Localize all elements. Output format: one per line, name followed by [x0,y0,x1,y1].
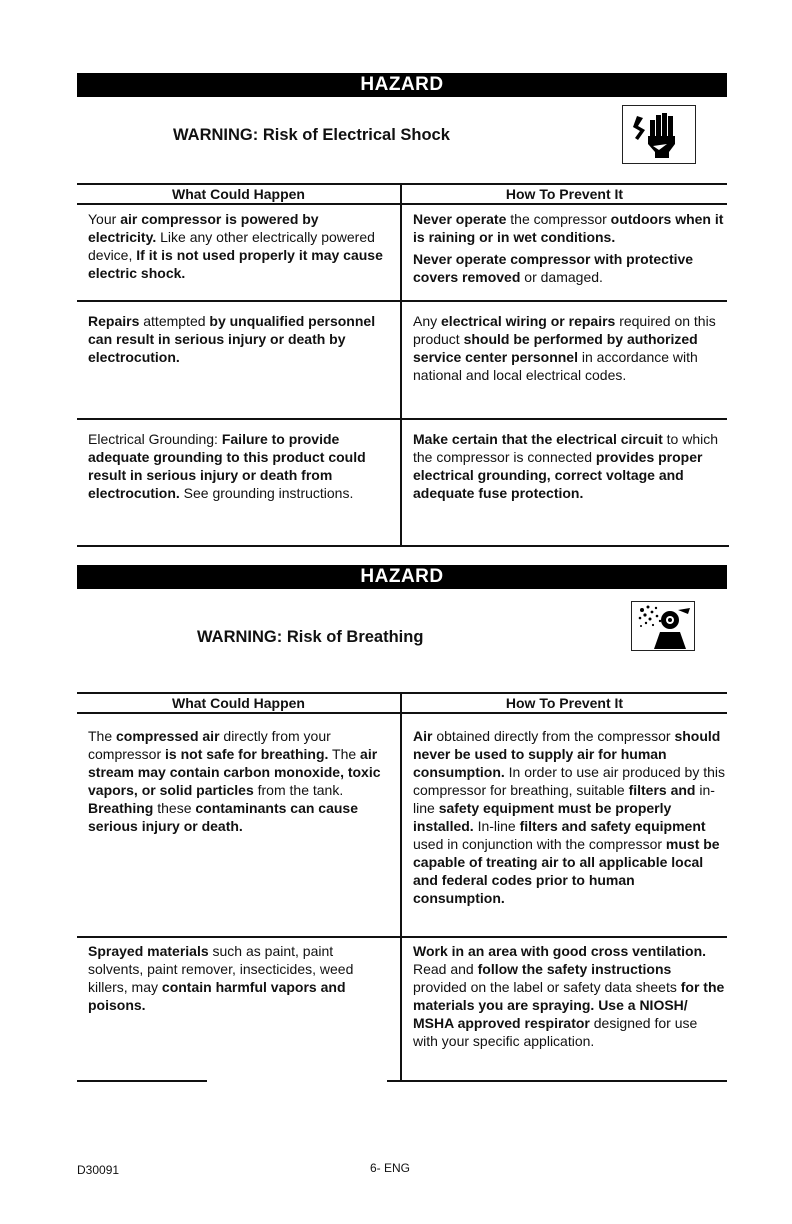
warning-title-electrical: WARNING: Risk of Electrical Shock [173,126,450,144]
text: to which the compressor is connected [413,431,719,465]
text: Your [88,211,121,227]
text: See grounding instructions. [179,485,354,501]
text: directly from your compressor [88,728,331,762]
paragraph [413,312,725,384]
column-divider [400,183,402,546]
bold-text: safety equipment must be properly installed. [413,800,672,834]
bold-text: compressed air [116,728,220,744]
bold-text: Air [413,728,433,744]
paragraph [413,250,725,286]
bold-text: outdoors when it is raining or in wet conditions. [413,211,724,245]
text: designed for use with your specific application. [413,1015,698,1049]
bold-text: Never operate compressor with protective covers removed [413,251,694,285]
paragraph [413,727,725,907]
page-number: 6- ENG [370,1161,411,1175]
electrical-hazard-table [77,183,727,548]
text: The [88,728,117,744]
column-header-what-could-happen: What Could Happen [172,186,305,202]
table-cell-right [413,210,725,286]
bold-text: follow the safety instructions [477,961,672,977]
bold-text: Make certain that the electrical circuit [413,431,663,447]
divider [77,203,727,205]
table-bottom-border [77,1080,207,1082]
bold-text: must be capable of treating air to all applicable local and federal codes prior to human consumption. [413,836,720,906]
bold-text: Sprayed materials [88,943,209,959]
text: Read and [413,961,478,977]
hazard-banner: HAZARD [77,565,727,589]
paragraph [413,210,725,246]
text: in-line [413,782,715,816]
bold-text: should never be used to supply air for human consumption. [413,728,721,780]
text: the compressor [506,211,611,227]
table-cell-right [413,942,725,1050]
bold-text: electrical wiring or repairs [441,313,616,329]
hazard-banner: HAZARD [77,73,727,97]
bold-text: Never operate [413,211,507,227]
text: provided on the label or safety data sheets [413,979,681,995]
bold-text: air stream may contain carbon monoxide, toxic vapors, or solid particles [88,746,381,798]
column-divider [400,692,402,1082]
column-header-how-to-prevent: How To Prevent It [505,186,624,202]
text: required on this product [413,313,716,347]
bold-text: contain harmful vapors and poisons. [88,979,346,1013]
paragraph [413,430,725,502]
paragraph [413,942,725,1050]
bold-text: filters and safety equipment [519,818,706,834]
text: Electrical Grounding: [88,431,222,447]
text: such as paint, paint solvents, paint remover, insecticides, weed killers, may [88,943,354,995]
text: in accordance with national and local electrical codes. [413,349,698,383]
bold-text: should be performed by authorized service center personnel [413,331,698,365]
row-divider [77,936,727,938]
bold-text: Work in an area with good cross ventilation. [413,943,707,959]
bold-text: filters and [628,782,696,798]
text: these [153,800,196,816]
table-cell-right [413,727,725,907]
table-cell-left [88,210,388,282]
column-header-how-to-prevent: How To Prevent It [505,695,624,711]
table-cell-right [413,312,725,384]
table-cell-right [413,430,725,502]
text: attempted [139,313,210,329]
text: In order to use air produced by this compressor for breathing, suitable [413,764,726,798]
bold-text: Failure to provide adequate grounding to this product could result in serious injury or death from electrocution. [88,431,366,501]
table-cell-left [88,942,388,1014]
warning-title-breathing: WARNING: Risk of Breathing [197,628,424,646]
divider [77,712,727,714]
column-header-what-could-happen: What Could Happen [172,695,305,711]
text: Like any other electrically powered device, [88,229,375,263]
bold-text: If it is not used properly it may cause electric shock. [88,247,383,281]
bold-text: by unqualified personnel can result in serious injury or death by electrocution. [88,313,376,365]
row-divider [77,418,727,420]
bold-text: for the materials you are spraying. Use a NIOSH/ MSHA approved respirator [413,979,725,1031]
bold-text: Breathing [88,800,154,816]
respiratory-hazard-icon [631,601,695,651]
row-divider [77,300,727,302]
document-code: D30091 [77,1163,120,1177]
text: obtained directly from the compressor [432,728,675,744]
bold-text: provides proper electrical grounding, correct voltage and adequate fuse protection. [413,449,703,501]
text: In-line [473,818,520,834]
text: or damaged. [520,269,603,285]
text: used in conjunction with the compressor [413,836,666,852]
table-bottom-border [77,545,729,547]
table-cell-left [88,727,393,835]
text: from the tank. [253,782,344,798]
table-bottom-border [387,1080,727,1082]
breathing-hazard-table [77,692,727,1084]
bold-text: contaminants can cause serious injury or death. [88,800,358,834]
bold-text: is not safe for breathing. [165,746,329,762]
bold-text: air compressor is powered by electricity. [88,211,319,245]
text: Any [413,313,442,329]
table-cell-left [88,430,388,502]
text: The [328,746,361,762]
electrical-shock-icon [622,105,696,164]
table-cell-left [88,312,388,366]
bold-text: Repairs [88,313,140,329]
